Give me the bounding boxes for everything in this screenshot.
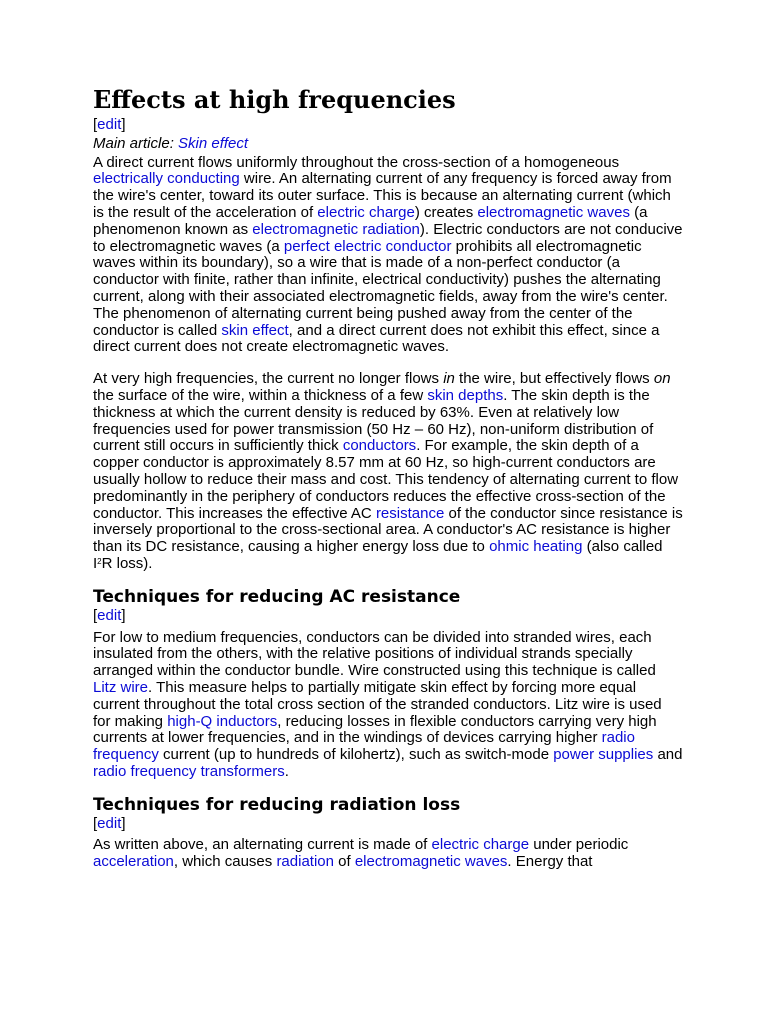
text-run: As written above, an alternating current is made of	[93, 836, 432, 854]
emphasis-text: in	[443, 370, 455, 388]
text-run: of the conductor since resistance is inversely proportional to the cross-sectional area. A conductor's AC resistance is higher than its DC resistance, causing a higher energy loss due to	[93, 504, 683, 556]
text-run: .	[284, 762, 289, 780]
text-run: under periodic	[529, 836, 629, 854]
inline-link[interactable]: conductors	[342, 437, 417, 455]
inline-link[interactable]: high-Q inductors	[167, 712, 278, 730]
inline-link[interactable]: perfect electric conductor	[283, 237, 452, 255]
inline-link[interactable]: Litz wire	[93, 678, 149, 696]
paragraph	[93, 371, 683, 573]
section-title-radiation-loss: Techniques for reducing radiation loss	[93, 794, 461, 815]
text-run: At very high frequencies, the current no longer flows	[93, 370, 444, 388]
emphasis-text: on	[653, 370, 671, 388]
inline-link[interactable]: electrically conducting	[93, 170, 240, 188]
inline-link[interactable]: skin depths	[427, 386, 504, 404]
inline-link[interactable]: electric charge	[431, 836, 530, 854]
text-run: ) creates	[414, 203, 478, 221]
inline-link[interactable]: radio frequency transformers	[93, 762, 285, 780]
inline-link[interactable]: electromagnetic waves	[354, 853, 508, 871]
article-body	[93, 84, 683, 871]
inline-link[interactable]: radiation	[276, 853, 334, 871]
text-run: , reducing losses in flexible conductors carrying very high currents at lower frequencies, and in the windings of devices carrying higher	[93, 712, 657, 747]
text-run: . Energy that	[507, 853, 593, 871]
text-run: R loss).	[101, 554, 153, 572]
inline-link[interactable]: acceleration	[93, 853, 174, 871]
edit-link[interactable]: edit	[97, 116, 122, 133]
inline-link[interactable]: radio frequency	[93, 729, 635, 764]
inline-link[interactable]: electromagnetic waves	[477, 203, 630, 221]
text-run: ). Electric conductors are not conducive to electromagnetic waves (a	[93, 220, 683, 255]
text-run: (a phenomenon known as	[93, 203, 648, 238]
text-run: wire. An alternating current of any frequency is forced away from the wire's center, toward its outer surface. This is because an alternating current (which is the result of the acceleration of	[93, 170, 672, 221]
text-run: A direct current flows uniformly throughout the cross-section of a homogeneous	[93, 153, 620, 171]
edit-link-wrapper: [edit]	[93, 814, 126, 832]
text-run: the surface of the wire, within a thickness of a few	[93, 386, 428, 404]
paragraph	[93, 630, 683, 781]
edit-link[interactable]: edit	[97, 606, 122, 624]
text-run: , which causes	[173, 853, 277, 871]
paragraph	[93, 837, 683, 871]
text-run: For low to medium frequencies, conductors can be divided into stranded wires, each insulated from the others, with the relative positions of individual strands specially arranged within the conductor bundle. Wire constructed using this technique is called	[93, 628, 656, 680]
main-article-prefix: Main article:	[93, 134, 179, 152]
inline-link[interactable]: power supplies	[553, 746, 654, 764]
text-run: prohibits all electromagnetic waves within its boundary), so a wire that is made of a non-perfect conductor (a conductor with finite, rather than infinite, electrical conductivity) pushes the alternating current, along with their associated electromagnetic fields, away from the wire's center. The phenomenon of alternating current being pushed away from the center of the conductor is called	[93, 237, 668, 339]
text-run: (also called I	[93, 538, 663, 572]
paragraph	[93, 155, 683, 357]
superscript: 2	[97, 556, 102, 566]
text-run: . For example, the skin depth of a copper conductor is approximately 8.57 mm at 60 Hz, so high-current conductors are usually hollow to reduce their mass and cost. This tendency of alternating current to flow predominantly in the periphery of conductors reduces the effective cross-section of the conductor. This increases the effective AC	[93, 437, 679, 522]
section-title-high-frequencies: Effects at high frequencies	[93, 85, 456, 114]
main-article-link[interactable]: Skin effect	[178, 134, 249, 152]
text-run: current (up to hundreds of kilohertz), such as switch-mode	[158, 746, 554, 764]
text-run: and	[653, 746, 683, 764]
inline-link[interactable]: electromagnetic radiation	[252, 220, 420, 238]
text-run: the wire, but effectively flows	[454, 370, 654, 388]
text-run: , and a direct current does not exhibit this effect, since a direct current does not create electromagnetic waves.	[93, 321, 660, 356]
text-run: . The skin depth is the thickness at which the current density is reduced by 63%. Even at relatively low frequencies used for power transmission (50 Hz – 60 Hz), non-uniform distribution of current still occurs in sufficiently thick	[93, 386, 654, 455]
section-title-ac-resistance: Techniques for reducing AC resistance	[93, 586, 461, 607]
inline-link[interactable]: electric charge	[317, 203, 415, 221]
main-article-hatnote	[93, 136, 683, 153]
inline-link[interactable]: resistance	[375, 504, 445, 522]
inline-link[interactable]: skin effect	[221, 321, 289, 339]
text-run: of	[333, 853, 355, 871]
edit-link[interactable]: edit	[97, 814, 122, 832]
inline-link[interactable]: ohmic heating	[489, 538, 583, 556]
text-run: . This measure helps to partially mitigate skin effect by forcing more equal current throughout the total cross section of the stranded conductors. Litz wire is used for making	[93, 678, 662, 730]
edit-link-wrapper: [edit]	[93, 606, 126, 624]
edit-link-wrapper: [edit]	[93, 116, 126, 133]
